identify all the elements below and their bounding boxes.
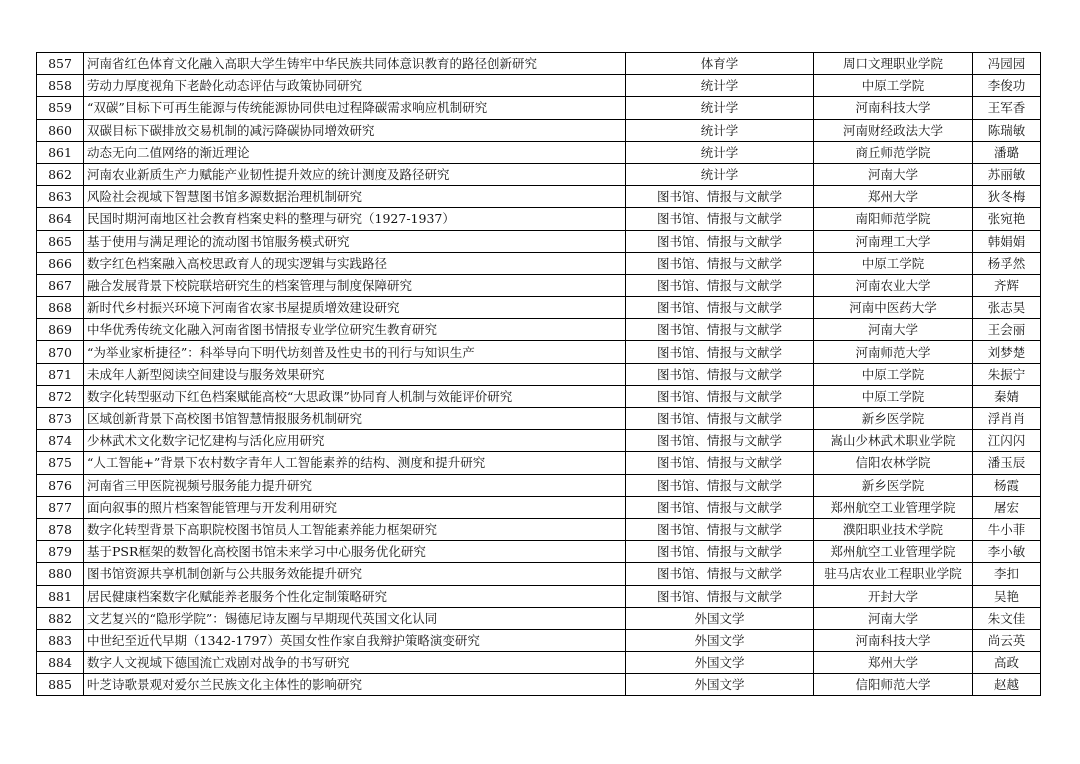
project-title: 基于PSR框架的数智化高校图书馆未来学习中心服务优化研究: [84, 541, 626, 563]
row-number: 882: [37, 607, 84, 629]
institution-name: 南阳师范学院: [814, 208, 973, 230]
project-table-body: [37, 53, 1041, 696]
row-number: 875: [37, 452, 84, 474]
institution-name: 郑州航空工业管理学院: [814, 541, 973, 563]
project-title: 双碳目标下碳排放交易机制的减污降碳协同增效研究: [84, 119, 626, 141]
principal-investigator: 尚云英: [973, 629, 1041, 651]
project-title: 河南农业新质生产力赋能产业韧性提升效应的统计测度及路径研究: [84, 163, 626, 185]
row-number: 879: [37, 541, 84, 563]
row-number: 868: [37, 297, 84, 319]
row-number: 861: [37, 141, 84, 163]
subject-field: 图书馆、情报与文献学: [626, 541, 814, 563]
institution-name: 开封大学: [814, 585, 973, 607]
row-number: 859: [37, 97, 84, 119]
project-title: 新时代乡村振兴环境下河南省农家书屋提质增效建设研究: [84, 297, 626, 319]
project-title: 文艺复兴的“隐形学院”：锡德尼诗友圈与早期现代英国文化认同: [84, 607, 626, 629]
institution-name: 中原工学院: [814, 363, 973, 385]
subject-field: 统计学: [626, 97, 814, 119]
row-number: 880: [37, 563, 84, 585]
institution-name: 郑州大学: [814, 652, 973, 674]
table-row: [37, 408, 1041, 430]
principal-investigator: 苏丽敏: [973, 163, 1041, 185]
principal-investigator: 江闪闪: [973, 430, 1041, 452]
project-title: 河南省红色体育文化融入高职大学生铸牢中华民族共同体意识教育的路径创新研究: [84, 53, 626, 75]
row-number: 864: [37, 208, 84, 230]
row-number: 858: [37, 75, 84, 97]
subject-field: 图书馆、情报与文献学: [626, 430, 814, 452]
project-title: 数字化转型驱动下红色档案赋能高校“大思政课”协同育人机制与效能评价研究: [84, 385, 626, 407]
subject-field: 统计学: [626, 119, 814, 141]
row-number: 876: [37, 474, 84, 496]
subject-field: 体育学: [626, 53, 814, 75]
principal-investigator: 冯园园: [973, 53, 1041, 75]
row-number: 866: [37, 252, 84, 274]
principal-investigator: 吴艳: [973, 585, 1041, 607]
project-title: “双碳”目标下可再生能源与传统能源协同供电过程降碳需求响应机制研究: [84, 97, 626, 119]
table-row: [37, 563, 1041, 585]
institution-name: 商丘师范学院: [814, 141, 973, 163]
project-title: 少林武术文化数字记忆建构与活化应用研究: [84, 430, 626, 452]
institution-name: 中原工学院: [814, 252, 973, 274]
table-row: [37, 252, 1041, 274]
row-number: 884: [37, 652, 84, 674]
table-row: [37, 319, 1041, 341]
institution-name: 河南大学: [814, 163, 973, 185]
row-number: 872: [37, 385, 84, 407]
project-title: 叶芝诗歌景观对爱尔兰民族文化主体性的影响研究: [84, 674, 626, 696]
principal-investigator: 王会丽: [973, 319, 1041, 341]
institution-name: 郑州大学: [814, 186, 973, 208]
institution-name: 河南师范大学: [814, 341, 973, 363]
subject-field: 图书馆、情报与文献学: [626, 452, 814, 474]
project-title: 未成年人新型阅读空间建设与服务效果研究: [84, 363, 626, 385]
project-title: 河南省三甲医院视频号服务能力提升研究: [84, 474, 626, 496]
table-row: [37, 75, 1041, 97]
table-row: [37, 119, 1041, 141]
project-title: 数字人文视域下德国流亡戏剧对战争的书写研究: [84, 652, 626, 674]
project-title: 劳动力厚度视角下老龄化动态评估与政策协同研究: [84, 75, 626, 97]
table-row: [37, 541, 1041, 563]
project-title: 融合发展背景下校院联培研究生的档案管理与制度保障研究: [84, 274, 626, 296]
subject-field: 外国文学: [626, 629, 814, 651]
row-number: 867: [37, 274, 84, 296]
project-title: 居民健康档案数字化赋能养老服务个性化定制策略研究: [84, 585, 626, 607]
subject-field: 图书馆、情报与文献学: [626, 319, 814, 341]
project-title: 数字红色档案融入高校思政育人的现实逻辑与实践路径: [84, 252, 626, 274]
project-title: “为举业家析捷径”：科举导向下明代坊刻普及性史书的刊行与知识生产: [84, 341, 626, 363]
row-number: 860: [37, 119, 84, 141]
table-row: [37, 186, 1041, 208]
table-row: [37, 518, 1041, 540]
project-table: [36, 52, 1041, 696]
table-row: [37, 430, 1041, 452]
institution-name: 河南农业大学: [814, 274, 973, 296]
subject-field: 图书馆、情报与文献学: [626, 474, 814, 496]
principal-investigator: 李扣: [973, 563, 1041, 585]
subject-field: 图书馆、情报与文献学: [626, 186, 814, 208]
table-row: [37, 629, 1041, 651]
row-number: 881: [37, 585, 84, 607]
project-title: 风险社会视域下智慧图书馆多源数据治理机制研究: [84, 186, 626, 208]
project-title: 数字化转型背景下高职院校图书馆员人工智能素养能力框架研究: [84, 518, 626, 540]
institution-name: 河南理工大学: [814, 230, 973, 252]
table-row: [37, 607, 1041, 629]
table-row: [37, 363, 1041, 385]
institution-name: 河南财经政法大学: [814, 119, 973, 141]
subject-field: 图书馆、情报与文献学: [626, 408, 814, 430]
project-title: “人工智能+”背景下农村数字青年人工智能素养的结构、测度和提升研究: [84, 452, 626, 474]
principal-investigator: 浮肖肖: [973, 408, 1041, 430]
table-row: [37, 230, 1041, 252]
table-row: [37, 97, 1041, 119]
principal-investigator: 王军香: [973, 97, 1041, 119]
principal-investigator: 赵越: [973, 674, 1041, 696]
table-row: [37, 141, 1041, 163]
institution-name: 河南大学: [814, 319, 973, 341]
principal-investigator: 杨孚然: [973, 252, 1041, 274]
table-row: [37, 652, 1041, 674]
subject-field: 图书馆、情报与文献学: [626, 363, 814, 385]
row-number: 870: [37, 341, 84, 363]
row-number: 862: [37, 163, 84, 185]
subject-field: 图书馆、情报与文献学: [626, 297, 814, 319]
table-row: [37, 208, 1041, 230]
subject-field: 外国文学: [626, 674, 814, 696]
row-number: 877: [37, 496, 84, 518]
institution-name: 中原工学院: [814, 385, 973, 407]
principal-investigator: 潘璐: [973, 141, 1041, 163]
subject-field: 图书馆、情报与文献学: [626, 274, 814, 296]
institution-name: 周口文理职业学院: [814, 53, 973, 75]
row-number: 857: [37, 53, 84, 75]
principal-investigator: 秦婧: [973, 385, 1041, 407]
project-title: 动态无向二值网络的渐近理论: [84, 141, 626, 163]
subject-field: 统计学: [626, 163, 814, 185]
subject-field: 图书馆、情报与文献学: [626, 563, 814, 585]
row-number: 873: [37, 408, 84, 430]
table-row: [37, 674, 1041, 696]
subject-field: 外国文学: [626, 652, 814, 674]
institution-name: 中原工学院: [814, 75, 973, 97]
subject-field: 图书馆、情报与文献学: [626, 341, 814, 363]
institution-name: 新乡医学院: [814, 408, 973, 430]
table-row: [37, 297, 1041, 319]
subject-field: 图书馆、情报与文献学: [626, 385, 814, 407]
row-number: 869: [37, 319, 84, 341]
principal-investigator: 朱振宁: [973, 363, 1041, 385]
project-title: 中世纪至近代早期（1342-1797）英国女性作家自我辩护策略演变研究: [84, 629, 626, 651]
row-number: 878: [37, 518, 84, 540]
project-list-page: [36, 52, 1040, 696]
principal-investigator: 李俊功: [973, 75, 1041, 97]
principal-investigator: 潘玉辰: [973, 452, 1041, 474]
principal-investigator: 朱文佳: [973, 607, 1041, 629]
principal-investigator: 韩娟娟: [973, 230, 1041, 252]
institution-name: 河南大学: [814, 607, 973, 629]
subject-field: 统计学: [626, 141, 814, 163]
principal-investigator: 高政: [973, 652, 1041, 674]
table-row: [37, 496, 1041, 518]
row-number: 865: [37, 230, 84, 252]
principal-investigator: 齐辉: [973, 274, 1041, 296]
institution-name: 河南科技大学: [814, 97, 973, 119]
table-row: [37, 163, 1041, 185]
institution-name: 濮阳职业技术学院: [814, 518, 973, 540]
institution-name: 河南科技大学: [814, 629, 973, 651]
project-title: 中华优秀传统文化融入河南省图书情报专业学位研究生教育研究: [84, 319, 626, 341]
row-number: 871: [37, 363, 84, 385]
principal-investigator: 屠宏: [973, 496, 1041, 518]
principal-investigator: 陈瑞敏: [973, 119, 1041, 141]
row-number: 863: [37, 186, 84, 208]
principal-investigator: 李小敏: [973, 541, 1041, 563]
table-row: [37, 452, 1041, 474]
table-row: [37, 53, 1041, 75]
subject-field: 图书馆、情报与文献学: [626, 518, 814, 540]
project-title: 民国时期河南地区社会教育档案史料的整理与研究（1927-1937）: [84, 208, 626, 230]
institution-name: 嵩山少林武术职业学院: [814, 430, 973, 452]
subject-field: 图书馆、情报与文献学: [626, 585, 814, 607]
institution-name: 河南中医药大学: [814, 297, 973, 319]
project-title: 基于使用与满足理论的流动图书馆服务模式研究: [84, 230, 626, 252]
table-row: [37, 474, 1041, 496]
subject-field: 图书馆、情报与文献学: [626, 230, 814, 252]
project-title: 面向叙事的照片档案智能管理与开发利用研究: [84, 496, 626, 518]
institution-name: 信阳农林学院: [814, 452, 973, 474]
row-number: 874: [37, 430, 84, 452]
row-number: 885: [37, 674, 84, 696]
subject-field: 外国文学: [626, 607, 814, 629]
project-title: 图书馆资源共享机制创新与公共服务效能提升研究: [84, 563, 626, 585]
institution-name: 新乡医学院: [814, 474, 973, 496]
institution-name: 郑州航空工业管理学院: [814, 496, 973, 518]
subject-field: 图书馆、情报与文献学: [626, 208, 814, 230]
principal-investigator: 狄冬梅: [973, 186, 1041, 208]
table-row: [37, 385, 1041, 407]
table-row: [37, 341, 1041, 363]
principal-investigator: 杨霞: [973, 474, 1041, 496]
table-row: [37, 274, 1041, 296]
subject-field: 图书馆、情报与文献学: [626, 252, 814, 274]
row-number: 883: [37, 629, 84, 651]
principal-investigator: 张宛艳: [973, 208, 1041, 230]
principal-investigator: 牛小菲: [973, 518, 1041, 540]
institution-name: 信阳师范大学: [814, 674, 973, 696]
subject-field: 统计学: [626, 75, 814, 97]
principal-investigator: 刘梦楚: [973, 341, 1041, 363]
project-title: 区域创新背景下高校图书馆智慧情报服务机制研究: [84, 408, 626, 430]
institution-name: 驻马店农业工程职业学院: [814, 563, 973, 585]
table-row: [37, 585, 1041, 607]
subject-field: 图书馆、情报与文献学: [626, 496, 814, 518]
principal-investigator: 张志昊: [973, 297, 1041, 319]
